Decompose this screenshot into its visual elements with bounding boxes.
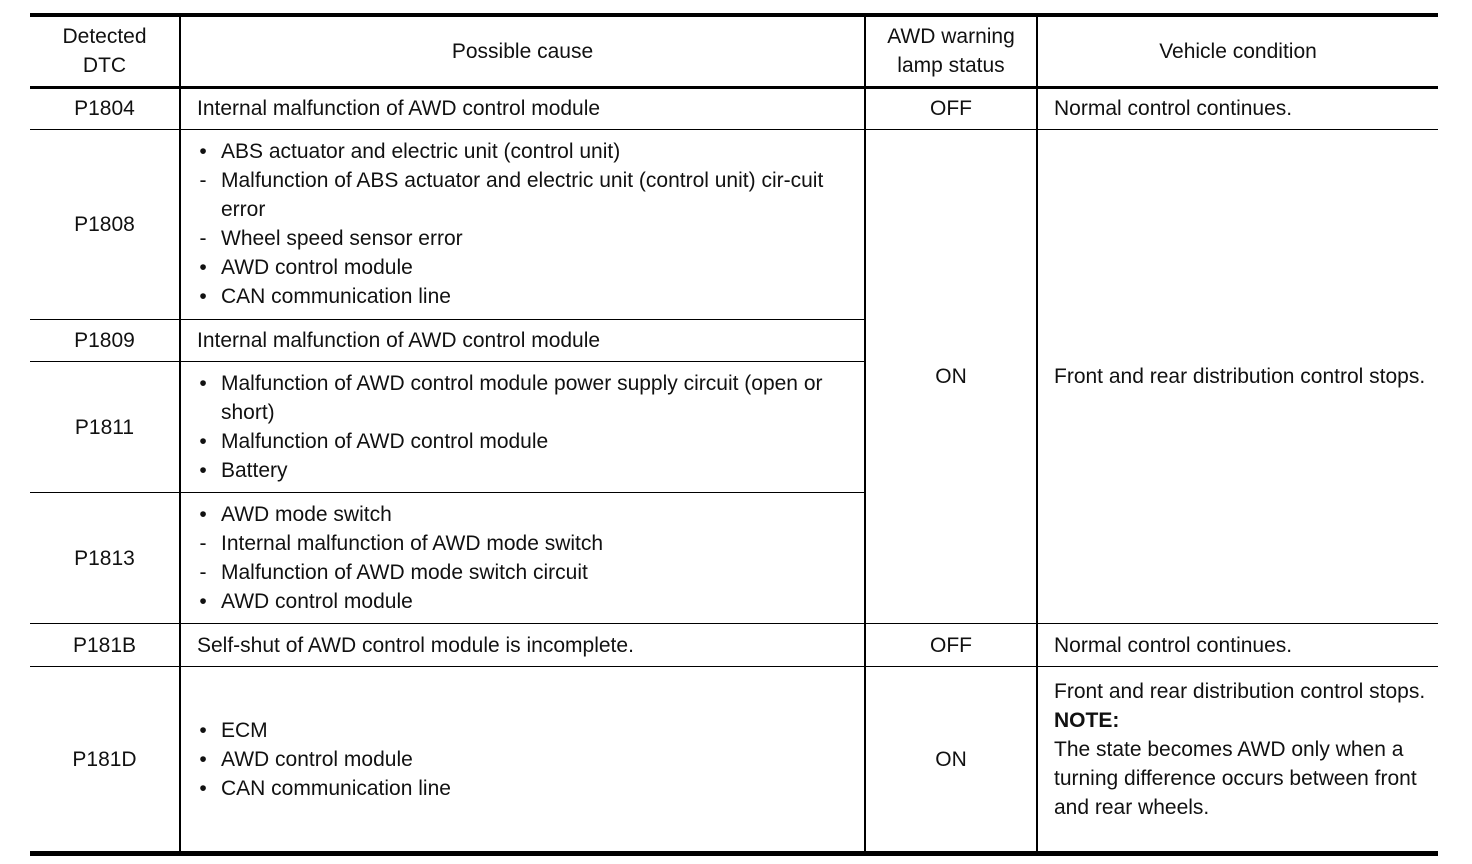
cause-item-text: ABS actuator and electric unit (control unit) (221, 140, 621, 164)
bullet-marker: • (199, 285, 207, 309)
cause-item (197, 427, 858, 456)
table-header (30, 15, 1438, 87)
cause-item (197, 500, 858, 529)
cause-item (197, 587, 858, 616)
cause-item-text: Malfunction of AWD control module power supply circuit (open or short) (221, 372, 823, 425)
table-row (30, 87, 1438, 129)
lamp-status: ON (865, 129, 1037, 623)
bullet-marker: • (199, 747, 207, 771)
cause-item-text: AWD mode switch (221, 503, 392, 527)
cause-item-text: Malfunction of ABS actuator and electric unit (control unit) cir-cuit error (221, 169, 824, 222)
possible-cause (180, 361, 865, 493)
table-row (30, 667, 1438, 854)
cause-item-text: Malfunction of AWD mode switch circuit (221, 561, 588, 585)
cause-item-text: CAN communication line (221, 285, 451, 309)
bullet-marker: • (199, 503, 207, 527)
cause-item-text: AWD control module (221, 590, 413, 614)
cause-item-text: AWD control module (221, 747, 413, 771)
possible-cause: Self-shut of AWD control module is incomplete. (180, 623, 865, 666)
dash-marker: - (199, 227, 207, 251)
possible-cause: Internal malfunction of AWD control module (180, 87, 865, 129)
table-row (30, 623, 1438, 666)
dash-marker: - (199, 532, 207, 556)
header-possible-cause: Possible cause (180, 15, 865, 87)
cause-item (197, 774, 858, 803)
note-text: The state becomes AWD only when a turning difference occurs between front and rear wheels. (1054, 738, 1417, 820)
cause-item-text: Malfunction of AWD control module (221, 430, 549, 454)
dtc-code: P181D (30, 667, 180, 854)
possible-cause: Internal malfunction of AWD control module (180, 319, 865, 361)
bullet-marker: • (199, 590, 207, 614)
bullet-marker: • (199, 372, 207, 396)
dash-marker: - (199, 561, 207, 585)
cause-item (197, 224, 858, 253)
bullet-marker: • (199, 459, 207, 483)
table-row (30, 129, 1438, 319)
cause-item (197, 456, 858, 485)
cause-item (197, 253, 858, 282)
cause-item-text: ECM (221, 718, 268, 742)
vehicle-condition: Front and rear distribution control stops. (1054, 364, 1426, 388)
cause-item-text: AWD control module (221, 256, 413, 280)
bullet-marker: • (199, 140, 207, 164)
cause-list (197, 716, 858, 803)
lamp-status: OFF (865, 87, 1037, 129)
header-vehicle-condition: Vehicle condition (1159, 39, 1317, 63)
dtc-code: P1811 (30, 361, 180, 493)
bullet-marker: • (199, 430, 207, 454)
possible-cause (180, 493, 865, 624)
cause-item (197, 282, 858, 311)
cause-item (197, 745, 858, 774)
dtc-code: P1809 (30, 319, 180, 361)
bullet-marker: • (199, 718, 207, 742)
lamp-status: OFF (865, 623, 1037, 666)
bullet-marker: • (199, 776, 207, 800)
note-label: NOTE: (1054, 709, 1120, 733)
cause-item (197, 529, 858, 558)
possible-cause (180, 129, 865, 319)
dtc-code: P1813 (30, 493, 180, 624)
cause-item (197, 166, 858, 224)
dtc-code: P1804 (30, 87, 180, 129)
vehicle-condition: Normal control continues. (1054, 97, 1293, 121)
bullet-marker: • (199, 256, 207, 280)
dash-marker: - (199, 169, 207, 193)
cause-item-text: Battery (221, 459, 288, 483)
cause-item-text: Wheel speed sensor error (221, 227, 463, 251)
cause-item-text: Internal malfunction of AWD mode switch (221, 532, 604, 556)
vehicle-condition (1037, 667, 1438, 854)
cause-list (197, 137, 858, 311)
cause-item (197, 716, 858, 745)
dtc-table (30, 13, 1438, 856)
cause-item (197, 558, 858, 587)
cause-item (197, 137, 858, 166)
dtc-code: P1808 (30, 129, 180, 319)
lamp-status: ON (865, 667, 1037, 854)
header-detected-dtc: Detected DTC (30, 15, 180, 87)
possible-cause (180, 667, 865, 854)
cause-item (197, 369, 858, 427)
cause-item-text: CAN communication line (221, 776, 451, 800)
cause-list (197, 369, 858, 485)
dtc-code: P181B (30, 623, 180, 666)
condition-text: Front and rear distribution control stops. (1054, 680, 1426, 704)
table-body (30, 87, 1438, 854)
vehicle-condition: Normal control continues. (1054, 633, 1293, 657)
header-awd-warning-lamp-status: AWD warning lamp status (865, 15, 1037, 87)
cause-list (197, 500, 858, 616)
